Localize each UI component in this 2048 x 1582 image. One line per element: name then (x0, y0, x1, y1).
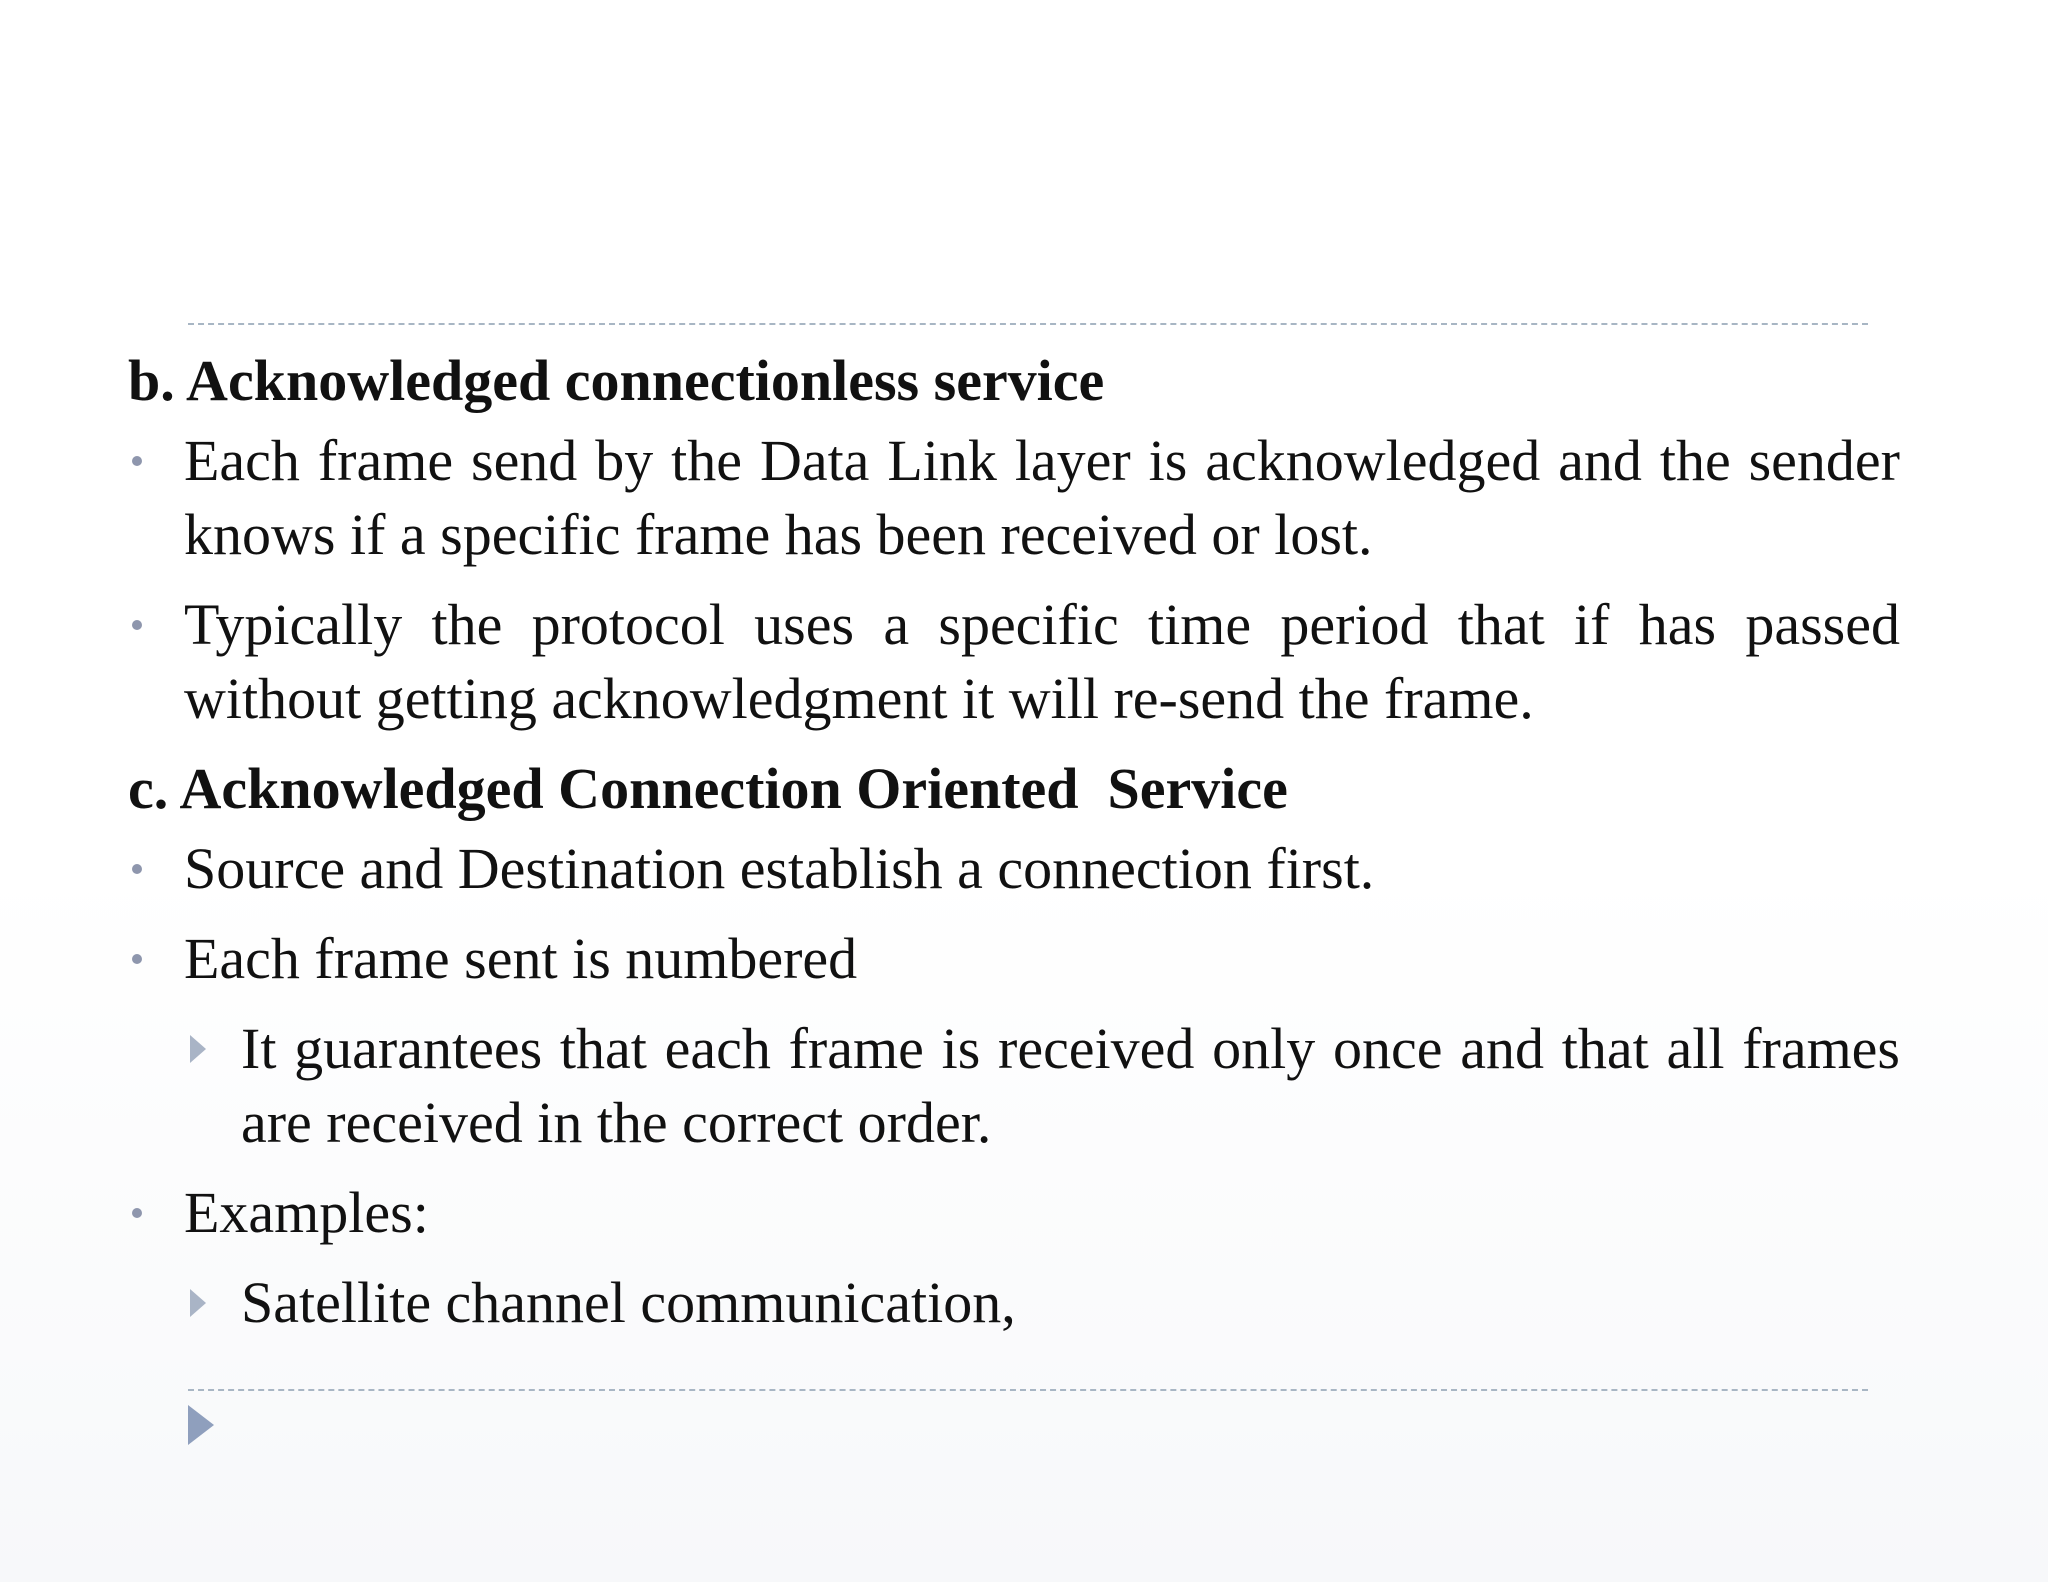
dot-bullet-icon (128, 424, 146, 498)
bullet-text: Each frame send by the Data Link layer is acknowledged and the sender knows if a specific frame has been received or lost. (184, 428, 1900, 567)
dot-bullet-icon (128, 588, 146, 662)
bullet-item (128, 832, 1900, 906)
triangle-bullet-icon (190, 1012, 206, 1086)
bullet-item (128, 588, 1900, 736)
sub-bullet-text: It guarantees that each frame is received only once and that all frames are received in the correct order. (241, 1016, 1900, 1155)
section-b-heading: b. Acknowledged connectionless service (128, 348, 1105, 413)
bullet-text: Typically the protocol uses a specific time period that if has passed without getting acknowledgment it will re-send the frame. (184, 592, 1900, 731)
example-text: Satellite channel communication, (241, 1270, 1016, 1335)
bullet-item (128, 424, 1900, 572)
sub-bullet-item (128, 1266, 1900, 1340)
examples-label: Examples: (184, 1180, 429, 1245)
dot-bullet-icon (128, 832, 146, 906)
top-dashed-divider (188, 323, 1868, 325)
section-c-heading: c. Acknowledged Connection Oriented Service (128, 756, 1288, 821)
slide-content (128, 340, 1900, 1356)
sub-bullet-item (128, 1012, 1900, 1160)
triangle-marker-icon (188, 1405, 214, 1445)
dot-bullet-icon (128, 1176, 146, 1250)
bullet-text: Source and Destination establish a connection first. (184, 836, 1375, 901)
bottom-dashed-divider (188, 1389, 1868, 1391)
dot-bullet-icon (128, 922, 146, 996)
triangle-bullet-icon (190, 1266, 206, 1340)
bullet-text: Each frame sent is numbered (184, 926, 858, 991)
bullet-item (128, 1176, 1900, 1250)
bullet-item (128, 922, 1900, 996)
